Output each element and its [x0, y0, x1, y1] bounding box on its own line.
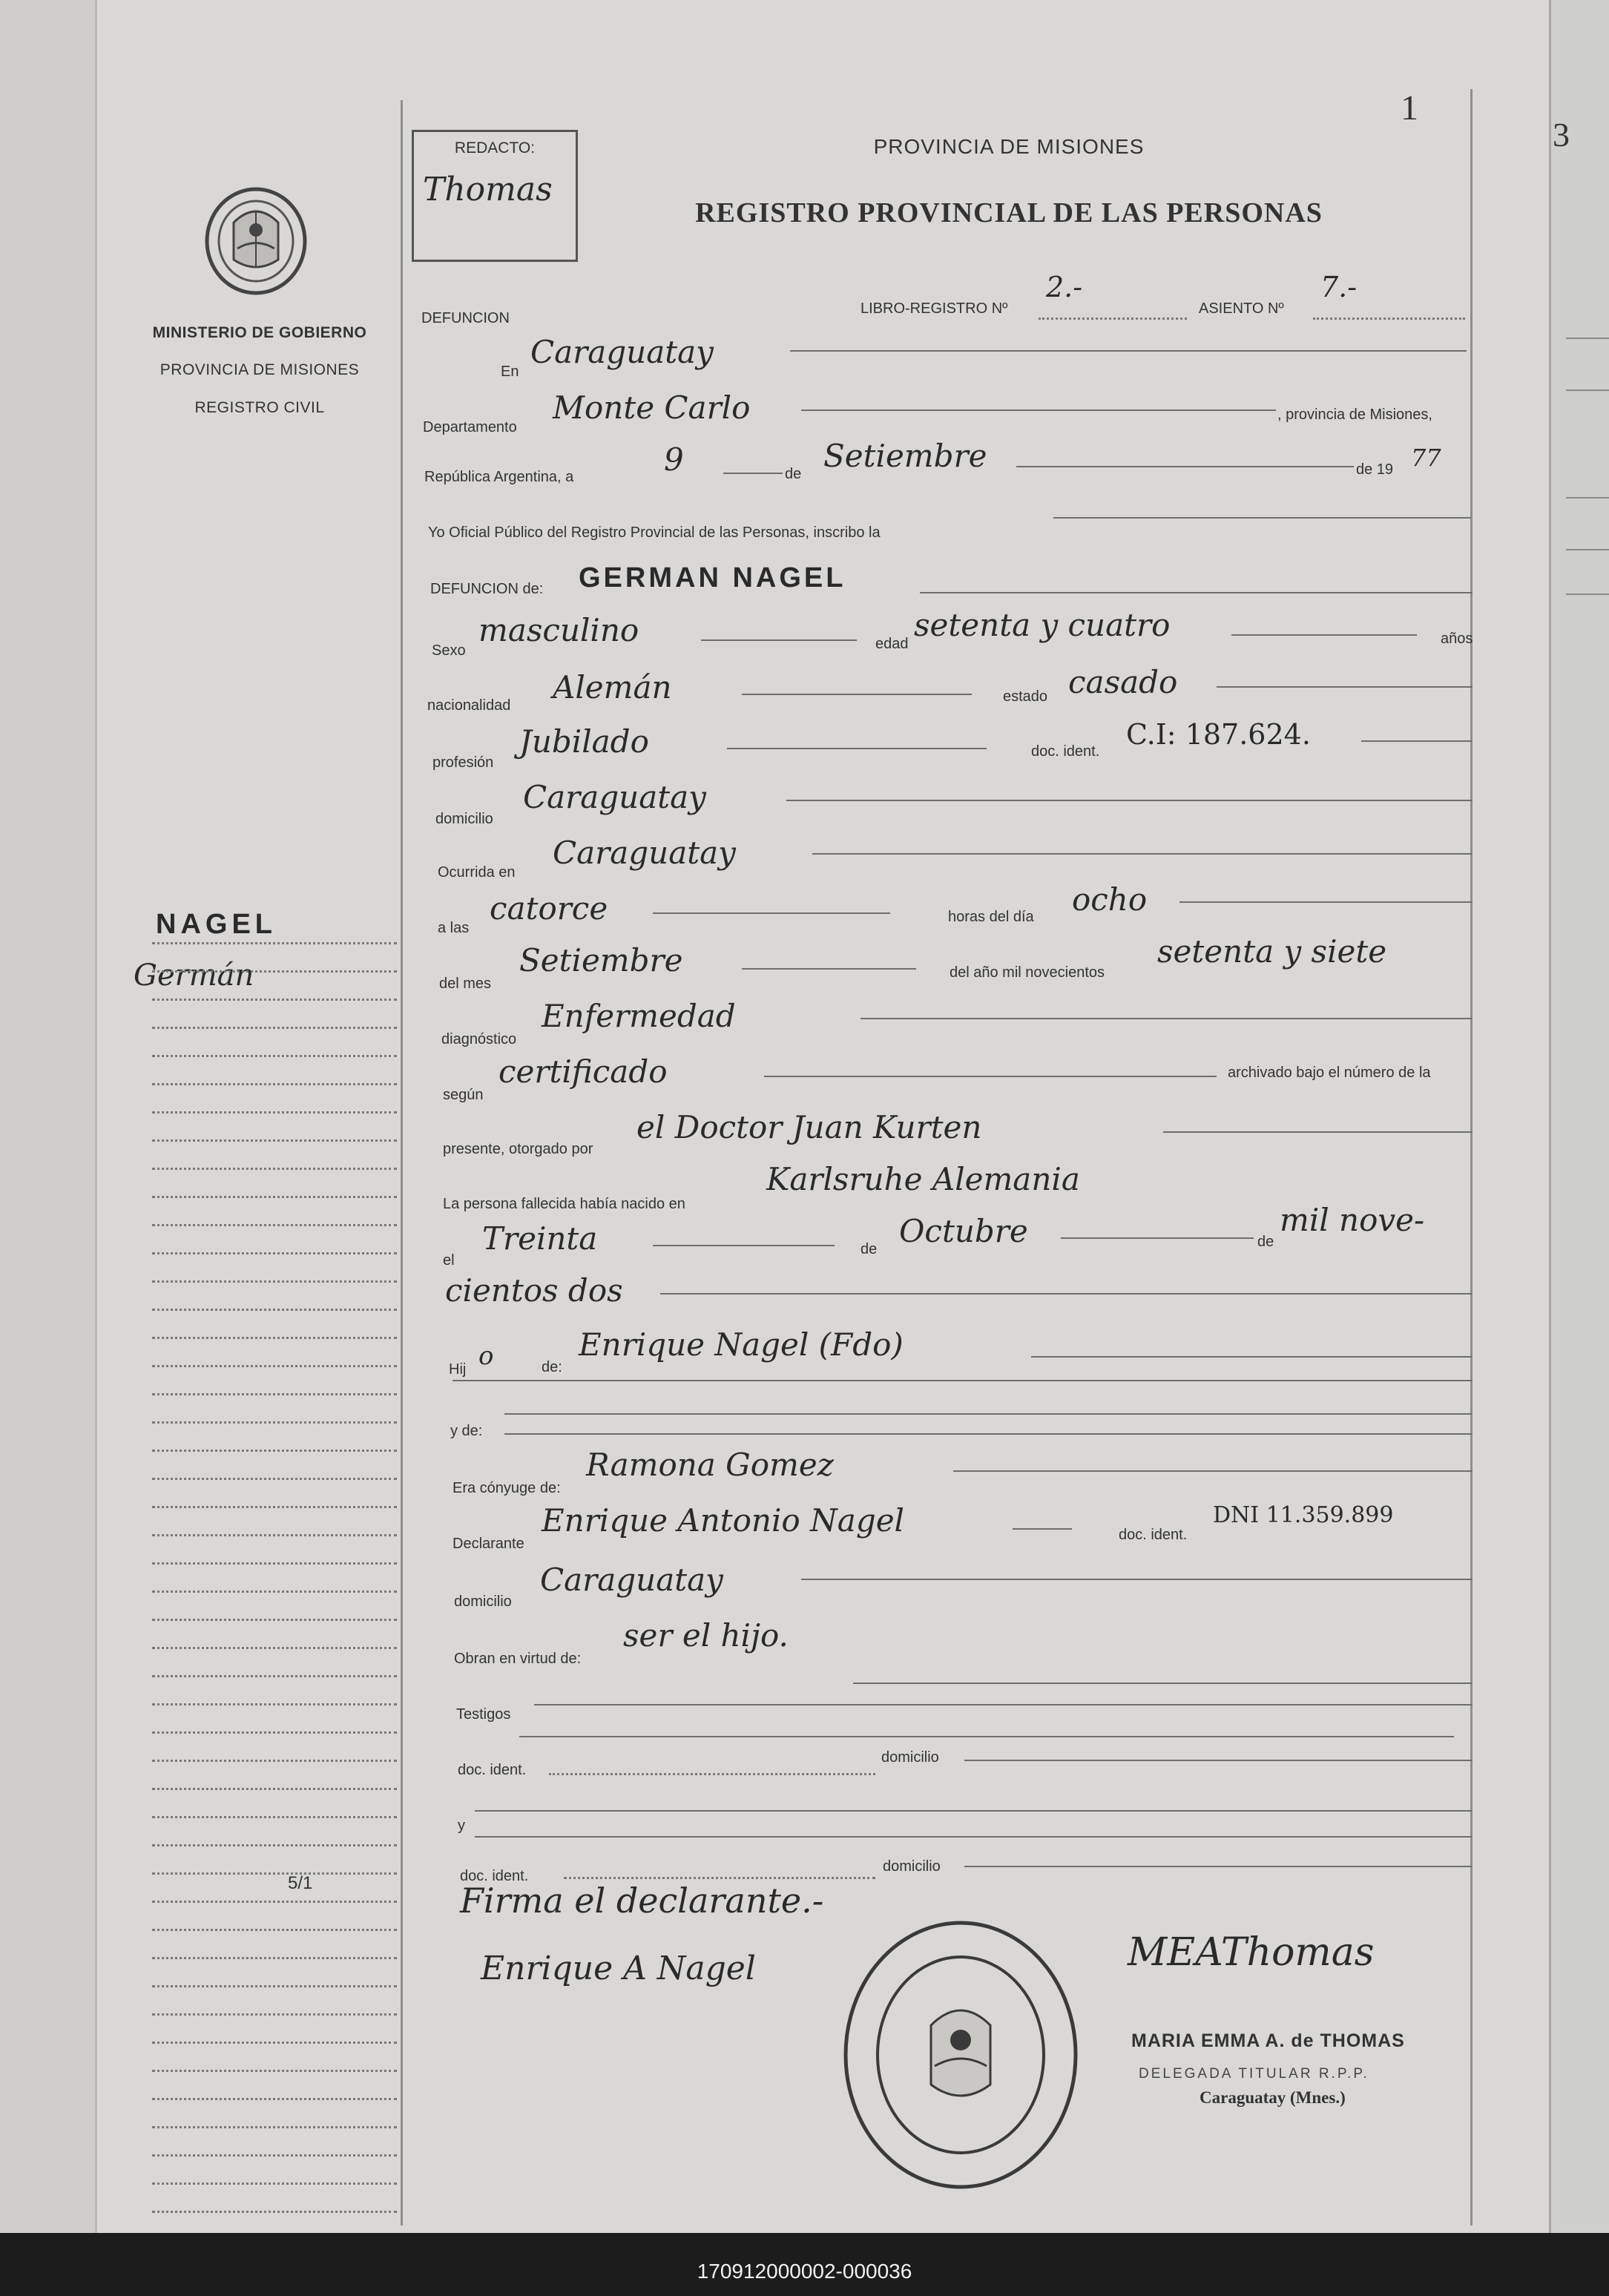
province-seal-icon — [197, 178, 315, 300]
delanio-value: setenta y siete — [1157, 933, 1387, 970]
diagnostico-label: diagnóstico — [441, 1031, 517, 1047]
domicilio-value: Caraguatay — [523, 779, 706, 815]
redacto-label: REDACTO: — [454, 139, 536, 157]
hijo-line — [1031, 1356, 1473, 1358]
departamento-value: Monte Carlo — [553, 389, 751, 426]
margin-dotted-line — [152, 1168, 397, 1170]
sexo-line — [701, 639, 857, 641]
margin-dotted-line — [152, 1111, 397, 1114]
margin-dotted-line — [152, 2154, 397, 2157]
t2-dom-line — [964, 1866, 1473, 1867]
de-label: de — [785, 466, 802, 482]
margin-dotted-line — [152, 1534, 397, 1536]
asiento-label: ASIENTO Nº — [1199, 300, 1284, 317]
header-province: PROVINCIA DE MISIONES — [873, 135, 1145, 158]
signer-name: MARIA EMMA A. de THOMAS — [1131, 2030, 1405, 2051]
declarant-signature: Enrique A Nagel — [481, 1950, 756, 1987]
estado-value: casado — [1068, 664, 1178, 700]
right-rule — [1470, 89, 1473, 2226]
yde-label: y de: — [450, 1423, 483, 1439]
office-line-ministerio: MINISTERIO DE GOBIERNO — [152, 324, 367, 341]
estado-label: estado — [1003, 688, 1048, 705]
margin-dotted-line — [152, 1027, 397, 1029]
testigos-label: Testigos — [456, 1706, 511, 1723]
margin-dotted-line — [152, 1421, 397, 1424]
hijo-value: Enrique Nagel (Fdo) — [579, 1326, 904, 1363]
margin-dotted-line — [152, 2211, 397, 2213]
cont-line — [660, 1293, 1473, 1295]
margin-dotted-line — [152, 1309, 397, 1311]
redacto-box — [412, 130, 578, 262]
t2-doc-label: doc. ident. — [460, 1868, 529, 1884]
provincia-label: , provincia de Misiones, — [1277, 407, 1432, 423]
margin-dotted-line — [152, 1337, 397, 1339]
departamento-label: Departamento — [423, 419, 517, 435]
horas-label: horas del día — [948, 909, 1034, 925]
margin-dotted-line — [152, 1816, 397, 1818]
de2-label: de — [861, 1241, 878, 1257]
margin-dotted-line — [152, 1872, 397, 1875]
margin-dotted-line — [152, 1901, 397, 1903]
next-page-line — [1566, 338, 1609, 339]
edad-line — [1231, 634, 1417, 636]
margin-dotted-line — [152, 1478, 397, 1480]
margin-dotted-line — [152, 1393, 397, 1395]
horas-value: ocho — [1072, 881, 1148, 918]
anos-label: años — [1441, 631, 1473, 647]
domicilio-line — [786, 800, 1473, 801]
margin-dotted-line — [152, 1957, 397, 1959]
delmes-label: del mes — [439, 976, 492, 992]
mes-value: Setiembre — [823, 438, 987, 474]
libro-dotted-line — [1039, 318, 1187, 320]
departamento-line — [801, 409, 1276, 411]
sexo-value: masculino — [478, 612, 639, 648]
profesion-line — [727, 748, 987, 749]
presente-label: presente, otorgado por — [443, 1141, 593, 1157]
hijo-underline — [453, 1380, 1473, 1381]
margin-dotted-line — [152, 2126, 397, 2128]
segun-label: según — [443, 1087, 484, 1103]
margin-dotted-line — [152, 1929, 397, 1931]
margin-dotted-line — [152, 1450, 397, 1452]
diagnostico-line — [861, 1018, 1473, 1019]
declarante-label: Declarante — [453, 1536, 524, 1552]
decl-domicilio-label: domicilio — [454, 1593, 512, 1610]
margin-dotted-line — [152, 1703, 397, 1705]
margin-dotted-line — [152, 2070, 397, 2072]
declarante-value: Enrique Antonio Nagel — [542, 1502, 904, 1539]
republica-label: República Argentina, a — [424, 469, 574, 485]
alas-label: a las — [438, 920, 470, 936]
segun-line — [764, 1076, 1217, 1077]
t2-dom-label: domicilio — [883, 1858, 941, 1875]
signer-place: Caraguatay (Mnes.) — [1200, 2088, 1346, 2107]
decl-domicilio-value: Caraguatay — [540, 1562, 723, 1598]
next-page-line — [1566, 389, 1609, 391]
testigos-line-2 — [519, 1736, 1454, 1737]
domicilio-label: domicilio — [435, 811, 493, 827]
yde-line-2 — [504, 1433, 1473, 1435]
margin-dotted-line — [152, 1055, 397, 1057]
segun-value: certificado — [499, 1053, 668, 1090]
conyuge-value: Ramona Gomez — [586, 1447, 834, 1483]
signer-title: DELEGADA TITULAR R.P.P. — [1139, 2066, 1369, 2082]
oficial-line — [1053, 517, 1471, 519]
el-label: el — [443, 1252, 455, 1269]
margin-dotted-line — [152, 1562, 397, 1565]
estado-line — [1217, 686, 1473, 688]
de3-value: mil nove- — [1280, 1202, 1425, 1238]
oficial-text: Yo Oficial Público del Registro Provincial de las Personas, inscribo la — [428, 524, 881, 541]
t-doc-label: doc. ident. — [458, 1762, 527, 1778]
presente-line — [1163, 1131, 1473, 1133]
profesion-label: profesión — [432, 754, 494, 771]
defuncion-line — [920, 592, 1473, 593]
margin-dotted-line — [152, 2098, 397, 2100]
decl-doc-value: DNI 11.359.899 — [1213, 1502, 1394, 1528]
margin-dotted-line — [152, 1985, 397, 1987]
hijo-de-label: de: — [542, 1359, 562, 1375]
margin-dotted-line — [152, 2042, 397, 2044]
margin-dotted-line — [152, 1591, 397, 1593]
profesion-value: Jubilado — [519, 723, 649, 760]
record-type-label: DEFUNCION — [421, 310, 510, 326]
margin-dotted-line — [152, 1675, 397, 1677]
doc-ident-label: doc. ident. — [1031, 743, 1100, 760]
margin-dotted-line — [152, 1139, 397, 1142]
doc-ident-line — [1361, 740, 1473, 742]
archivado-label: archivado bajo el número de la — [1228, 1065, 1431, 1081]
en-line — [790, 350, 1467, 352]
de2-line — [1061, 1237, 1254, 1239]
yde-line — [504, 1413, 1473, 1415]
edad-label: edad — [875, 636, 909, 652]
horas-line — [1179, 901, 1473, 903]
el-line — [653, 1245, 835, 1246]
defuncion-de-value: GERMAN NAGEL — [579, 562, 846, 593]
margin-dotted-line — [152, 1788, 397, 1790]
margin-dotted-line — [152, 1365, 397, 1367]
margin-dotted-line — [152, 999, 397, 1001]
margin-dotted-line — [152, 2013, 397, 2016]
obran-line — [853, 1682, 1473, 1684]
libro-label: LIBRO-REGISTRO Nº — [861, 300, 1008, 317]
t2-doc-dotted-line — [564, 1877, 875, 1879]
presente-value: el Doctor Juan Kurten — [636, 1109, 982, 1145]
en-label: En — [501, 364, 519, 380]
t-doc-dotted-line — [549, 1773, 875, 1775]
margin-dotted-line — [152, 2182, 397, 2185]
obran-value: ser el hijo. — [623, 1617, 789, 1654]
alas-line — [653, 912, 890, 914]
decl-domicilio-line — [801, 1579, 1473, 1580]
registry-stamp-icon — [838, 1914, 1083, 2196]
margin-dotted-line — [152, 1506, 397, 1508]
margin-note: 5/1 — [288, 1873, 313, 1893]
dia-value: 9 — [664, 441, 684, 478]
cont-value: cientos dos — [445, 1272, 623, 1309]
margin-dotted-line — [152, 1280, 397, 1283]
declarante-line — [1013, 1528, 1072, 1530]
libro-value: 2.- — [1046, 271, 1083, 303]
next-page-line — [1566, 497, 1609, 499]
delmes-value: Setiembre — [519, 942, 683, 978]
el-value: Treinta — [482, 1220, 598, 1257]
margin-dotted-line — [152, 1083, 397, 1085]
en-value: Caraguatay — [530, 334, 714, 370]
defuncion-de-label: DEFUNCION de: — [430, 581, 544, 597]
nacionalidad-line — [742, 694, 972, 695]
nacionalidad-value: Alemán — [553, 669, 672, 705]
margin-given-name: Germán — [134, 958, 254, 993]
doc-ident-value: C.I: 187.624. — [1126, 718, 1311, 751]
next-page-line — [1566, 549, 1609, 550]
nacido-value: Karlsruhe Alemania — [766, 1161, 1080, 1197]
nacido-label: La persona fallecida había nacido en — [443, 1196, 685, 1212]
ocurrida-value: Caraguatay — [553, 835, 736, 871]
ocurrida-label: Ocurrida en — [438, 864, 516, 881]
de-anio-label: de 19 — [1356, 461, 1394, 478]
y-line — [475, 1810, 1473, 1812]
office-line-provincia: PROVINCIA DE MISIONES — [159, 361, 360, 378]
conyuge-line — [953, 1470, 1473, 1472]
margin-dotted-line — [152, 1844, 397, 1846]
margin-dotted-line — [152, 970, 397, 973]
edad-value: setenta y cuatro — [914, 607, 1171, 643]
firma-text: Firma el declarante.- — [460, 1881, 824, 1921]
decl-doc-label: doc. ident. — [1119, 1527, 1188, 1543]
mes-line — [1016, 466, 1354, 467]
y-label: y — [458, 1818, 465, 1834]
margin-surname: NAGEL — [156, 909, 277, 940]
obran-label: Obran en virtud de: — [454, 1651, 582, 1667]
dia-line — [723, 473, 783, 474]
margin-dotted-line — [152, 1731, 397, 1734]
conyuge-label: Era cónyuge de: — [453, 1480, 561, 1496]
office-line-registro: REGISTRO CIVIL — [194, 399, 325, 416]
official-signature: MEAThomas — [1128, 1930, 1375, 1975]
header-registry: REGISTRO PROVINCIAL DE LAS PERSONAS — [695, 197, 1323, 228]
testigos-line — [534, 1704, 1473, 1705]
margin-dotted-line — [152, 1647, 397, 1649]
y-line-2 — [475, 1836, 1473, 1838]
asiento-value: 7.- — [1320, 271, 1358, 303]
t-dom-line — [964, 1760, 1473, 1761]
diagnostico-value: Enfermedad — [542, 998, 736, 1034]
delanio-label: del año mil novecientos — [950, 964, 1105, 981]
nacionalidad-label: nacionalidad — [427, 697, 511, 714]
margin-dotted-line — [152, 942, 397, 944]
left-page-edge — [0, 0, 97, 2233]
next-page-line — [1566, 593, 1609, 595]
sexo-label: Sexo — [432, 642, 466, 659]
next-page-number: 3 — [1553, 116, 1570, 154]
hijo-suffix: o — [478, 1341, 494, 1371]
ocurrida-line — [812, 853, 1473, 855]
next-page-edge — [1549, 0, 1609, 2233]
margin-rule — [401, 100, 403, 2226]
file-id: 170912000002-000036 — [697, 2260, 912, 2283]
margin-dotted-line — [152, 1619, 397, 1621]
delmes-line — [742, 968, 916, 970]
hijo-label: Hij — [449, 1361, 467, 1378]
page-number: 1 — [1401, 88, 1418, 128]
de2-value: Octubre — [899, 1213, 1028, 1249]
margin-dotted-line — [152, 1252, 397, 1254]
margin-dotted-line — [152, 1196, 397, 1198]
margin-dotted-line — [152, 1760, 397, 1762]
redacto-name: Thomas — [423, 171, 553, 208]
alas-value: catorce — [490, 890, 608, 927]
t-dom-label: domicilio — [881, 1749, 939, 1766]
de3-label: de — [1257, 1234, 1274, 1250]
anio-value: 77 — [1411, 444, 1441, 472]
margin-dotted-line — [152, 1224, 397, 1226]
asiento-dotted-line — [1313, 318, 1465, 320]
